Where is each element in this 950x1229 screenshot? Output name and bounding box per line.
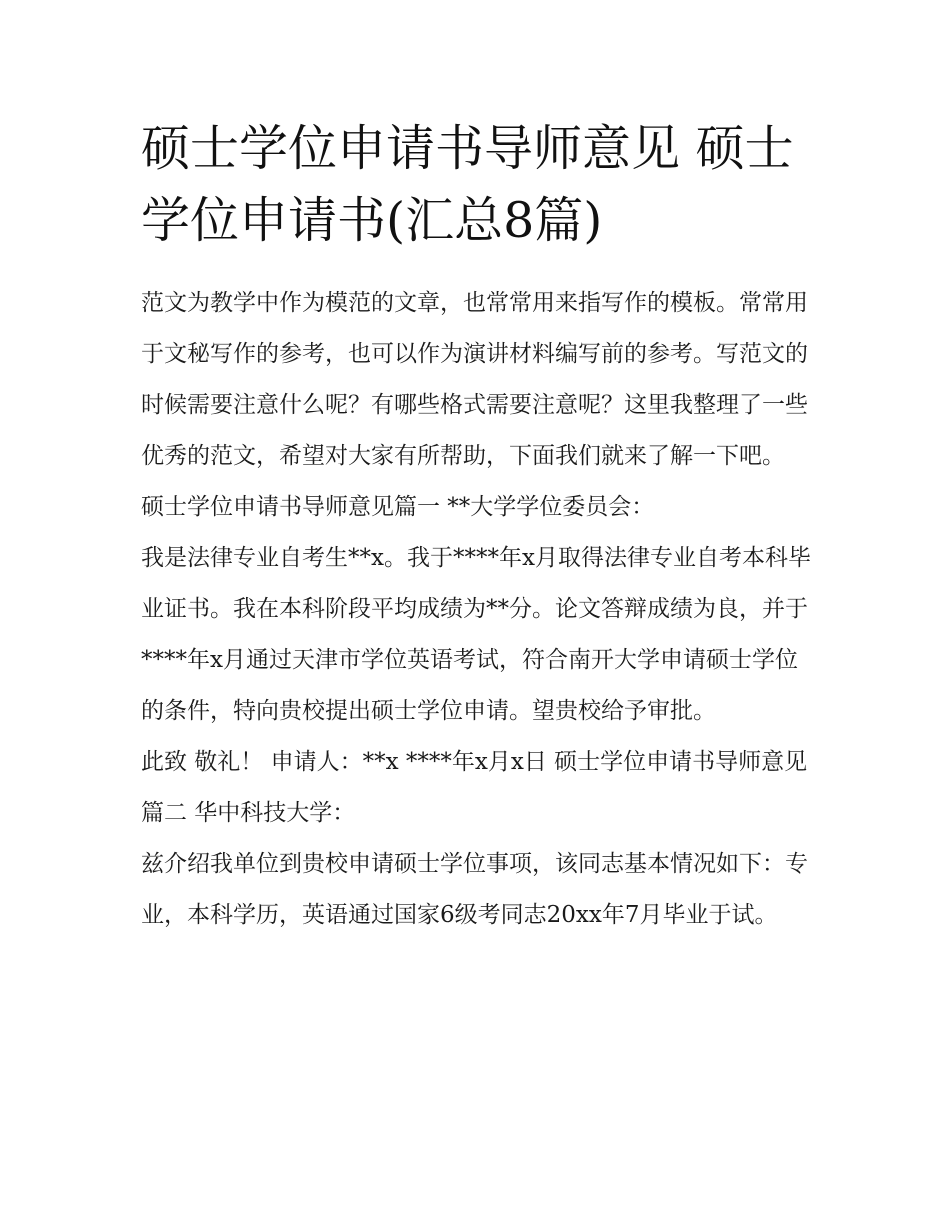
document-body bbox=[141, 278, 817, 941]
paragraph-section-one-heading: 硕士学位申请书导师意见篇一 **大学学位委员会： bbox=[141, 494, 655, 520]
document-title: 硕士学位申请书导师意见 硕士学位申请书(汇总8篇) bbox=[141, 120, 794, 249]
paragraph-closing-and-section-two: 此致 敬礼！ 申请人：**x ****年x月x日 硕士学位申请书导师意见篇二 华中科技大学： bbox=[141, 749, 808, 826]
paragraph-application-text: 我是法律专业自考生**x。我于****年x月取得法律专业自考本科毕业证书。我在本科阶段平均成绩为**分。论文答辩成绩为良，并于****年x月通过天津市学位英语考试，符合南开大学申请硕士学位的条件，特向贵校提出硕士学位申请。望贵校给予审批。 bbox=[141, 545, 811, 724]
paragraph-intro: 范文为教学中作为模范的文章，也常常用来指写作的模板。常常用于文秘写作的参考，也可以作为演讲材料编写前的参考。写范文的时候需要注意什么呢？有哪些格式需要注意呢？这里我整理了一些优秀的范文，希望对大家有所帮助，下面我们就来了解一下吧。 bbox=[141, 290, 808, 469]
paragraph-introduction-letter: 兹介绍我单位到贵校申请硕士学位事项，该同志基本情况如下：专业，本科学历，英语通过国家6级考同志20xx年7月毕业于试。 bbox=[141, 851, 808, 928]
